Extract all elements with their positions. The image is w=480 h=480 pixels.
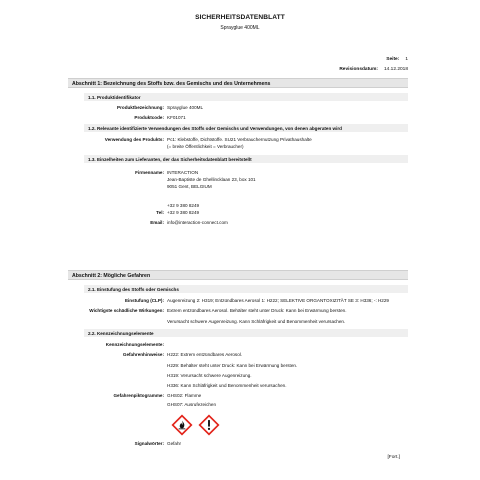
product-use-line-1: Pc1: Klebstoffe, Dichtstoffe. SU21 Verbrauchernutzung Privathaushalte xyxy=(167,137,312,142)
document-title: SICHERHEITSDATENBLATT xyxy=(195,14,285,21)
hazard-statement-h319: H319: Verursacht schwere Augenreizung. xyxy=(167,373,252,378)
hazard-statements-label: Gefahrenhinweise: xyxy=(122,352,164,357)
adverse-effects-value: Extrem entzündbares Aerosol. Behälter steht unter Druck: Kann bei Erwärmung bersten. xyxy=(167,308,347,313)
section-2-header: Abschnitt 2: Mögliche Gefahren xyxy=(68,270,408,280)
ghs-pictograms xyxy=(171,414,220,436)
continued-marker: [Fort.] xyxy=(387,455,400,460)
company-name: INTERACTION xyxy=(167,170,199,175)
subsection-2-1-header: 2.1. Einstufung des Stoffs oder Gemischs xyxy=(84,285,408,293)
exclamation-icon xyxy=(198,414,220,436)
label-elements-label: Kennzeichnungselemente: xyxy=(105,342,164,347)
hazard-statement-h222: H222: Extrem entzündbares Aerosol. xyxy=(167,352,243,357)
classification-label: Einstufung (CLP): xyxy=(124,298,164,303)
company-city: 9051 Gent, BELGIUM xyxy=(167,184,212,189)
page-number-row xyxy=(386,57,408,63)
revision-date-row xyxy=(339,67,408,73)
hazard-statement-h336: H336: Kann Schläfrigkeit und Benommenheit verursachen. xyxy=(167,383,287,388)
product-use-line-2: (= breite Öffentlichkeit = Verbraucher) xyxy=(167,144,244,149)
email-label: Email: xyxy=(150,220,164,225)
product-name-value: Sprayglue 400ML xyxy=(167,105,204,110)
subsection-1-2-header: 1.2. Relevante identifizierte Verwendungen des Stoffs oder Gemischs und Verwendungen, von denen abgeraten wird xyxy=(84,124,408,132)
telephone-label: Tel: xyxy=(156,210,164,215)
subsection-2-2-header: 2.2. Kennzeichnungselemente xyxy=(84,329,408,337)
adverse-effects-value-2: Verursacht schwere Augenreizung. Kann Schläfrigkeit und Benommenheit verursachen. xyxy=(167,319,346,324)
product-code-value: KF01071 xyxy=(167,115,186,120)
pictogram-ghs02-text: GHS02: Flamme xyxy=(167,393,202,398)
section-1-header: Abschnitt 1: Bezeichnung des Stoffs bzw. des Gemischs und des Unternehmens xyxy=(68,78,408,88)
pictograms-label: Gefahrenpiktogramme: xyxy=(113,393,164,398)
revision-label: Revisionsdatum: xyxy=(339,67,378,72)
subsection-1-3-header: 1.3. Einzelheiten zum Lieferanten, der das Sicherheitsdatenblatt bereitstellt xyxy=(84,155,408,163)
page-value: 1 xyxy=(405,57,408,62)
revision-value: 14.12.2018 xyxy=(383,67,408,72)
product-code-label: Produktcode: xyxy=(134,115,164,120)
email-link[interactable]: info@interaction-connect.com xyxy=(167,220,228,225)
classification-value: Augenreizung 2: H319; Entzündbares Aerosol 1: H222; SELEKTIVE ORGANTOXIZITÄT SE 3: H336; -: H229 xyxy=(167,298,389,303)
product-subtitle: Sprayglue 400ML xyxy=(220,25,260,31)
subsection-1-1-header: 1.1. Produktidentifikator xyxy=(84,93,408,101)
signal-word-label: Signalwörter: xyxy=(134,441,164,446)
company-name-label: Firmenname: xyxy=(135,170,164,175)
flame-icon xyxy=(171,414,193,436)
page-label: Seite: xyxy=(386,57,400,62)
company-street: Jean-Baptiste de Ghellincklaan 23, box 101 xyxy=(167,177,256,182)
pictogram-ghs07-text: GHS07: Ausrufezeichen xyxy=(167,402,217,407)
product-name-label: Produktbezeichnung: xyxy=(117,105,164,110)
company-phone-line: +32 9 380 8249 xyxy=(167,203,200,208)
product-use-label: Verwendung des Produkts: xyxy=(104,137,164,142)
telephone-value: +32 9 380 8249 xyxy=(167,210,200,215)
adverse-effects-label: Wichtigste schädliche Wirkungen: xyxy=(89,308,164,313)
signal-word-value: Gefahr xyxy=(167,441,182,446)
hazard-statement-h229: H229: Behälter steht unter Druck: Kann bei Erwärmung bersten. xyxy=(167,363,298,368)
